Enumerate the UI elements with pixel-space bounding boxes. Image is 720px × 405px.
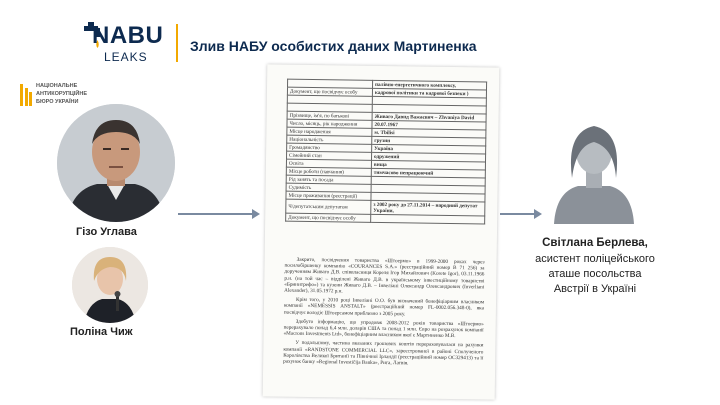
agency-logo-line3: БЮРО УКРАЇНИ xyxy=(36,99,79,105)
document-paragraph: Крім того, у 2010 році Інвеліані О.О. був визначений бенефіціарним власником компанії «NEMESSIS ANSTALT» (реєстраційний номер FL-0002.056.348-0), яка посвідчує володіє Штоерсамом приблизно з 2005 року. xyxy=(283,297,485,317)
document-row-key: Прізвище, ім'я, по батькові xyxy=(287,111,372,120)
agency-mark-icon xyxy=(20,84,32,108)
document-row-key: Місце роботи (навчання) xyxy=(286,167,371,176)
page-title: Злив НАБУ особистих даних Мартиненка xyxy=(190,38,477,54)
document-row-value xyxy=(371,214,485,224)
document-row xyxy=(286,213,485,224)
recipient-role-line: асистент поліцейського xyxy=(535,253,655,265)
person-silhouette-icon xyxy=(548,112,640,224)
document-table xyxy=(285,79,487,225)
agency-logo-line2: АНТИКОРУПЦІЙНЕ xyxy=(36,91,88,97)
logo-text-sub: LEAKS xyxy=(104,50,148,64)
document-row-key: Місце народження xyxy=(287,127,372,136)
person-name-polina: Поліна Чиж xyxy=(70,326,133,338)
document-row-value: кадрової політики та кадрової безпеки ) xyxy=(372,88,486,98)
document-row-key: Документ, що посвідчує особу xyxy=(287,87,372,96)
document-row-value: одружений xyxy=(371,152,485,162)
logo-text-main: NABU xyxy=(92,22,164,49)
document-row-key: Ч/депутатським депутатом xyxy=(286,199,371,214)
document-paragraph: У подальшому, частина вказаних грошових коштів перераховувалася на рахунки компанії «RANDSTONE COMMERCIAL LLC», зареєстрованої в районі Сполученого Королівства Великої Британії та Північної Ірландії (реєстраційний номер OC329413) та її рахунок банку «Regional Investičija Banka», Рига, Латвія. xyxy=(283,340,484,367)
document-row-key: Число, місяць, рік народження xyxy=(287,119,372,128)
avatar-polina xyxy=(72,247,148,323)
document-row-value: тимчасово непрацюючий xyxy=(371,168,485,178)
person-name-gizo: Гізо Углава xyxy=(76,226,137,238)
header-divider xyxy=(176,24,178,62)
document-row-key: Місце проживання (реєстрації) xyxy=(286,191,371,200)
arrow-right-icon xyxy=(500,213,540,215)
document-row-key: Національність xyxy=(287,135,372,144)
document-paragraph: Здобуто інформацію, що упродовж 2008-2012 років товариства «Штоермо» перерахувало понад 6,4 млн. доларів США та понад 1 млн. Євро на розрахунок компанії «Macrons Investments Ltd», бенефіціарним власником якої є Мартиненко М.В. xyxy=(283,318,484,340)
arrow-right-icon xyxy=(178,213,258,215)
recipient-role-line: аташе посольства xyxy=(548,268,642,280)
document-row-value: палівно-енергетичного комплексу, xyxy=(373,80,487,90)
document-row-key: Судимість xyxy=(286,183,371,192)
agency-logo-line1: НАЦІОНАЛЬНЕ xyxy=(36,83,78,89)
document-row-value: м. Tbilisi xyxy=(372,128,486,138)
document-row-value: вища xyxy=(371,160,485,170)
document-row-key: Освіта xyxy=(286,159,371,168)
document-row-key: Рід занять та посада xyxy=(286,175,371,184)
document-row-value: Живаго Давид Важаєвич – Zhvaniya David xyxy=(372,112,486,122)
document-row-value: Україна xyxy=(372,144,486,154)
document-row-key: Сімейний стан xyxy=(287,151,372,160)
document-paragraph: Закрито, посвідчення товариства «Штоермо» в 1999-2000 роках через посилобіршенку компанію «COURANCES S.A.» (реєстраційний номер В 71 256) за дорученням Живаго Д.В. співвласниця Кореля Ігор Михайлович (Korete Igor), 03.11.1966 р.н. (на той час – відділені Живаго Д.В. в українському інвестиційному товаристві «Бриннтрефо») та кузени Живаго Д.В. – Інвеліані Олександр Олександрович (Inverliani Alexander), 31.05.1972 р.н. xyxy=(284,256,485,295)
document-row-value: грузин xyxy=(372,136,486,146)
nabu-leaks-logo xyxy=(80,20,175,64)
document-row-value: з 2002 року до 27.11.2014 – народний депутат України, xyxy=(371,200,485,216)
avatar-gizo xyxy=(57,104,175,222)
recipient-role-line: Австрії в Україні xyxy=(553,283,637,295)
document-text xyxy=(283,257,485,371)
portrait-woman-icon xyxy=(72,247,148,323)
document-row-value: 20.07.1967 xyxy=(372,120,486,130)
recipient-name: Світлана Берлева, xyxy=(542,237,648,249)
document-row-key: Документ, що посвідчує особу xyxy=(286,213,371,222)
document-row-key: Громадянство xyxy=(287,143,372,152)
portrait-man-icon xyxy=(57,104,175,222)
leaked-document xyxy=(263,64,500,399)
